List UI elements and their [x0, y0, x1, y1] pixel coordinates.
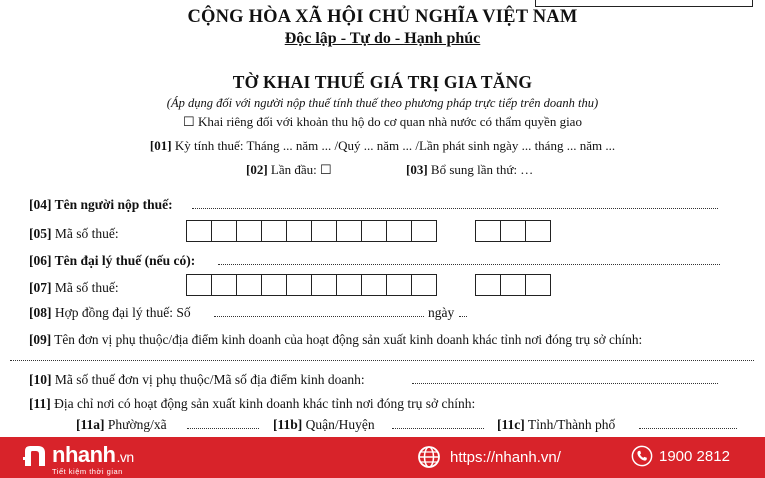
form-title: TỜ KHAI THUẾ GIÁ TRỊ GIA TĂNG [232, 72, 533, 92]
globe-icon [417, 445, 441, 469]
field-11c-province-label: [11c] Tỉnh/Thành phố [497, 417, 616, 432]
field-06-agent-name-input[interactable] [218, 264, 720, 265]
field-09-branch-name-input[interactable] [10, 360, 754, 361]
form-subtitle: (Áp dụng đối với người nộp thuế tính thuế theo phương pháp trực tiếp trên doanh thu) [166, 96, 599, 110]
field-08-date-label: ngày [428, 305, 455, 320]
field-09-branch-name-label: [09] Tên đơn vị phụ thuộc/địa điểm kinh doanh của hoạt động sản xuất kinh doanh khác tỉnh nơi đóng trụ sở chính: [29, 332, 643, 347]
field-04-taxpayer-name-label: [04] Tên người nộp thuế: [29, 197, 173, 212]
field-01-tax-period: [01] Kỳ tính thuế: Tháng ... năm ... /Quý ... năm ... /Lần phát sinh ngày ... tháng ... năm ... [149, 138, 616, 153]
hotline-number: 1900 2812 [659, 447, 730, 465]
form-number-box [535, 0, 753, 7]
nhanh-logo-icon [22, 443, 48, 469]
field-11-business-address-label: [11] Địa chỉ nơi có hoạt động sản xuất kinh doanh khác tỉnh nơi đóng trụ sở chính: [29, 396, 476, 411]
field-08-contract-number-input[interactable] [214, 316, 424, 317]
field-10-branch-tax-code-label: [10] Mã số thuế đơn vị phụ thuộc/Mã số địa điểm kinh doanh: [29, 372, 365, 387]
field-05-tax-code-label: [05] Mã số thuế: [29, 226, 119, 241]
field-11a-ward-input[interactable] [187, 428, 259, 429]
field-05-tax-code-boxes[interactable] [186, 220, 436, 242]
field-07-agent-tax-code-suffix-boxes[interactable] [475, 274, 550, 296]
field-08-date-input[interactable] [459, 316, 467, 317]
field-05-tax-code-suffix-boxes[interactable] [475, 220, 550, 242]
field-07-agent-tax-code-label: [07] Mã số thuế: [29, 280, 119, 295]
field-11a-ward-label: [11a] Phường/xã [76, 417, 167, 432]
brand-name: nhanh.vn [52, 442, 134, 467]
footer-banner [0, 437, 765, 478]
field-11b-district-input[interactable] [392, 428, 484, 429]
field-07-agent-tax-code-boxes[interactable] [186, 274, 436, 296]
national-motto: Độc lập - Tự do - Hạnh phúc [284, 30, 481, 47]
field-10-branch-tax-code-input[interactable] [412, 383, 718, 384]
website-url: https://nhanh.vn/ [450, 448, 561, 466]
field-03-supplement: [03] Bổ sung lần thứ: … [406, 162, 534, 177]
field-02-first-time[interactable]: [02] Lần đầu: ☐ [246, 162, 332, 177]
brand-slogan: Tiết kiệm thời gian [52, 467, 123, 476]
field-11b-district-label: [11b] Quận/Huyện [273, 417, 375, 432]
country-name: CỘNG HÒA XÃ HỘI CHỦ NGHĨA VIỆT NAM [187, 7, 578, 27]
website-link[interactable] [417, 445, 561, 469]
field-04-taxpayer-name-input[interactable] [192, 208, 718, 209]
hotline-link[interactable] [631, 445, 730, 467]
field-06-agent-name-label: [06] Tên đại lý thuế (nếu có): [29, 253, 196, 268]
separate-declaration-checkbox[interactable]: ☐ Khai riêng đối với khoản thu hộ do cơ quan nhà nước có thẩm quyền giao [183, 114, 582, 129]
field-08-agent-contract-label: [08] Hợp đồng đại lý thuế: Số [29, 305, 191, 320]
phone-icon [631, 445, 653, 467]
field-11c-province-input[interactable] [639, 428, 737, 429]
